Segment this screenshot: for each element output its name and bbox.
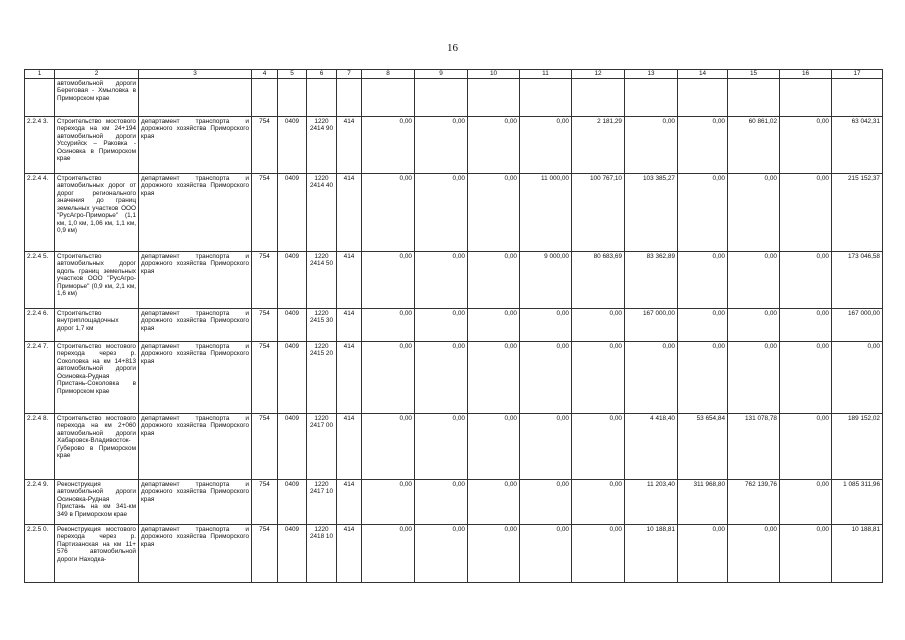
section-code-cell: 0409 xyxy=(278,308,307,341)
department-cell: департамент транспорта и дорожного хозяйства Приморского края xyxy=(139,173,252,251)
code-cell: 2.2.4 4. xyxy=(25,173,55,251)
name-cell: Реконструкция мостового перехода через р. Партизанская на км 11+ 576 автомобильной дороги Находка- xyxy=(55,524,139,582)
value-cell: 0,00 xyxy=(780,116,832,173)
value-cell: 0,00 xyxy=(415,173,468,251)
section-code-cell: 0409 xyxy=(278,173,307,251)
value-cell xyxy=(572,78,625,116)
total-cell: 189 152,02 xyxy=(832,413,883,479)
total-cell: 63 042,31 xyxy=(832,116,883,173)
ministry-code-cell: 754 xyxy=(252,116,278,173)
name-cell: Строительство автомобильных дорог от дорог регионального значения до границ земельных участков ООО "РусАгро-Приморье" (1,1 км, 1,0 км, 1,06 км, 1,1 км, 0,9 км) xyxy=(55,173,139,251)
expense-type-cell: 414 xyxy=(337,116,362,173)
column-header: 8 xyxy=(362,70,415,79)
code-cell: 2.2.4 3. xyxy=(25,116,55,173)
column-header: 11 xyxy=(520,70,572,79)
value-cell xyxy=(678,78,728,116)
code-cell: 2.2.4 6. xyxy=(25,308,55,341)
value-cell: 0,00 xyxy=(468,308,520,341)
target-article-cell: 1220 2418 10 xyxy=(307,524,337,582)
section-code-cell: 0409 xyxy=(278,479,307,524)
column-header: 2 xyxy=(55,70,139,79)
target-article-cell: 1220 2414 90 xyxy=(307,116,337,173)
total-cell: 167 000,00 xyxy=(832,308,883,341)
value-cell: 0,00 xyxy=(728,524,780,582)
code-cell: 2.2.4 8. xyxy=(25,413,55,479)
department-cell xyxy=(139,78,252,116)
target-article-cell: 1220 2415 30 xyxy=(307,308,337,341)
value-cell: 0,00 xyxy=(362,413,415,479)
value-cell: 0,00 xyxy=(362,173,415,251)
value-cell: 0,00 xyxy=(728,341,780,413)
target-article-cell: 1220 2414 40 xyxy=(307,173,337,251)
column-header: 5 xyxy=(278,70,307,79)
value-cell: 0,00 xyxy=(362,308,415,341)
ministry-code-cell: 754 xyxy=(252,413,278,479)
value-cell: 0,00 xyxy=(468,524,520,582)
section-code-cell: 0409 xyxy=(278,341,307,413)
total-cell: 173 046,58 xyxy=(832,251,883,308)
value-cell: 0,00 xyxy=(625,116,678,173)
budget-table xyxy=(24,69,883,583)
department-cell: департамент транспорта и дорожного хозяйства Приморского края xyxy=(139,251,252,308)
value-cell: 0,00 xyxy=(572,341,625,413)
value-cell: 0,00 xyxy=(572,413,625,479)
value-cell: 0,00 xyxy=(468,251,520,308)
value-cell: 167 000,00 xyxy=(625,308,678,341)
value-cell: 10 188,81 xyxy=(625,524,678,582)
value-cell: 311 968,80 xyxy=(678,479,728,524)
section-code-cell: 0409 xyxy=(278,413,307,479)
expense-type-cell: 414 xyxy=(337,173,362,251)
value-cell: 0,00 xyxy=(572,524,625,582)
value-cell: 0,00 xyxy=(678,341,728,413)
value-cell: 60 861,02 xyxy=(728,116,780,173)
name-cell: Строительство внутриплощадочных дорог 1,7 км xyxy=(55,308,139,341)
value-cell: 53 654,84 xyxy=(678,413,728,479)
page-number: 16 xyxy=(447,42,458,54)
value-cell: 0,00 xyxy=(780,479,832,524)
value-cell: 0,00 xyxy=(362,116,415,173)
table-row xyxy=(25,78,883,116)
value-cell: 0,00 xyxy=(468,116,520,173)
column-header: 17 xyxy=(832,70,883,79)
value-cell: 0,00 xyxy=(780,173,832,251)
total-cell: 10 188,81 xyxy=(832,524,883,582)
ministry-code-cell: 754 xyxy=(252,173,278,251)
value-cell: 11 203,40 xyxy=(625,479,678,524)
target-article-cell: 1220 2415 20 xyxy=(307,341,337,413)
header-row xyxy=(25,70,883,79)
value-cell: 0,00 xyxy=(468,413,520,479)
value-cell: 0,00 xyxy=(520,308,572,341)
value-cell: 0,00 xyxy=(415,116,468,173)
table-row xyxy=(25,413,883,479)
column-header: 12 xyxy=(572,70,625,79)
department-cell: департамент транспорта и дорожного хозяйства Приморского края xyxy=(139,308,252,341)
department-cell: департамент транспорта и дорожного хозяйства Приморского края xyxy=(139,341,252,413)
value-cell xyxy=(362,78,415,116)
total-cell: 215 152,37 xyxy=(832,173,883,251)
name-cell: Строительство автомобильных дорог вдоль границ земельных участков ООО "РусАгро-Приморье" (0,9 км, 2,1 км, 1,6 км) xyxy=(55,251,139,308)
value-cell: 100 767,10 xyxy=(572,173,625,251)
value-cell: 0,00 xyxy=(780,308,832,341)
value-cell: 0,00 xyxy=(362,479,415,524)
target-article-cell: 1220 2417 00 xyxy=(307,413,337,479)
value-cell: 0,00 xyxy=(678,173,728,251)
value-cell: 762 139,76 xyxy=(728,479,780,524)
value-cell: 0,00 xyxy=(728,173,780,251)
value-cell: 0,00 xyxy=(415,308,468,341)
value-cell: 0,00 xyxy=(728,251,780,308)
table-row xyxy=(25,116,883,173)
section-code-cell: 0409 xyxy=(278,251,307,308)
value-cell: 0,00 xyxy=(678,116,728,173)
name-cell: Строительство мостового перехода на км 24+194 автомобильной дороги Уссурийск – Раковка - Осиновка в Приморском крае xyxy=(55,116,139,173)
value-cell: 0,00 xyxy=(572,308,625,341)
value-cell: 0,00 xyxy=(468,341,520,413)
value-cell: 0,00 xyxy=(468,173,520,251)
expense-type-cell: 414 xyxy=(337,341,362,413)
value-cell: 0,00 xyxy=(678,251,728,308)
value-cell: 2 181,29 xyxy=(572,116,625,173)
value-cell: 0,00 xyxy=(780,413,832,479)
code-cell: 2.2.4 7. xyxy=(25,341,55,413)
column-header: 1 xyxy=(25,70,55,79)
value-cell: 0,00 xyxy=(415,479,468,524)
column-header: 6 xyxy=(307,70,337,79)
value-cell: 83 362,89 xyxy=(625,251,678,308)
value-cell: 9 000,00 xyxy=(520,251,572,308)
total-cell: 1 085 311,96 xyxy=(832,479,883,524)
value-cell: 0,00 xyxy=(625,341,678,413)
value-cell: 0,00 xyxy=(415,341,468,413)
target-article-cell xyxy=(307,78,337,116)
table-row xyxy=(25,173,883,251)
value-cell: 0,00 xyxy=(572,479,625,524)
value-cell xyxy=(520,78,572,116)
department-cell: департамент транспорта и дорожного хозяйства Приморского края xyxy=(139,524,252,582)
ministry-code-cell xyxy=(252,78,278,116)
target-article-cell: 1220 2414 50 xyxy=(307,251,337,308)
value-cell: 0,00 xyxy=(780,251,832,308)
value-cell: 0,00 xyxy=(520,341,572,413)
expense-type-cell: 414 xyxy=(337,413,362,479)
table-row xyxy=(25,251,883,308)
code-cell xyxy=(25,78,55,116)
ministry-code-cell: 754 xyxy=(252,479,278,524)
column-header: 3 xyxy=(139,70,252,79)
value-cell: 0,00 xyxy=(780,524,832,582)
value-cell: 0,00 xyxy=(520,479,572,524)
table-row xyxy=(25,524,883,582)
column-header: 15 xyxy=(728,70,780,79)
ministry-code-cell: 754 xyxy=(252,341,278,413)
department-cell: департамент транспорта и дорожного хозяйства Приморского края xyxy=(139,479,252,524)
column-header: 9 xyxy=(415,70,468,79)
value-cell: 0,00 xyxy=(728,308,780,341)
value-cell xyxy=(780,78,832,116)
value-cell: 0,00 xyxy=(780,341,832,413)
expense-type-cell: 414 xyxy=(337,308,362,341)
table-row xyxy=(25,479,883,524)
value-cell xyxy=(625,78,678,116)
value-cell: 0,00 xyxy=(678,524,728,582)
code-cell: 2.2.5 0. xyxy=(25,524,55,582)
value-cell: 11 000,00 xyxy=(520,173,572,251)
value-cell: 0,00 xyxy=(415,251,468,308)
column-header: 16 xyxy=(780,70,832,79)
value-cell: 0,00 xyxy=(362,251,415,308)
expense-type-cell: 414 xyxy=(337,479,362,524)
value-cell xyxy=(468,78,520,116)
section-code-cell: 0409 xyxy=(278,524,307,582)
value-cell xyxy=(415,78,468,116)
table-row xyxy=(25,308,883,341)
name-cell: Реконструкция автомобильной дороги Осиновка-Рудная Пристань на км 341-км 349 в Приморском крае xyxy=(55,479,139,524)
column-header: 7 xyxy=(337,70,362,79)
code-cell: 2.2.4 5. xyxy=(25,251,55,308)
name-cell: Строительство мостового перехода на км 2+060 автомобильной дороги Хабаровск-Владивосток-Губерово в Приморском крае xyxy=(55,413,139,479)
section-code-cell: 0409 xyxy=(278,116,307,173)
column-header: 14 xyxy=(678,70,728,79)
value-cell: 0,00 xyxy=(678,308,728,341)
value-cell: 0,00 xyxy=(468,479,520,524)
total-cell xyxy=(832,78,883,116)
column-header: 10 xyxy=(468,70,520,79)
value-cell: 0,00 xyxy=(415,413,468,479)
value-cell: 103 385,27 xyxy=(625,173,678,251)
value-cell: 80 683,69 xyxy=(572,251,625,308)
table-row xyxy=(25,341,883,413)
expense-type-cell: 414 xyxy=(337,251,362,308)
department-cell: департамент транспорта и дорожного хозяйства Приморского края xyxy=(139,116,252,173)
value-cell: 4 418,40 xyxy=(625,413,678,479)
total-cell: 0,00 xyxy=(832,341,883,413)
value-cell: 0,00 xyxy=(520,116,572,173)
value-cell: 0,00 xyxy=(362,524,415,582)
value-cell: 0,00 xyxy=(520,413,572,479)
expense-type-cell xyxy=(337,78,362,116)
value-cell: 0,00 xyxy=(362,341,415,413)
column-header: 13 xyxy=(625,70,678,79)
ministry-code-cell: 754 xyxy=(252,524,278,582)
name-cell: Строительство мостового перехода через р. Соколовка на км 14+813 автомобильной дороги Осиновка-Рудная Пристань-Соколовка в Приморском крае xyxy=(55,341,139,413)
ministry-code-cell: 754 xyxy=(252,251,278,308)
section-code-cell xyxy=(278,78,307,116)
value-cell: 0,00 xyxy=(520,524,572,582)
value-cell xyxy=(728,78,780,116)
target-article-cell: 1220 2417 10 xyxy=(307,479,337,524)
value-cell: 131 078,78 xyxy=(728,413,780,479)
name-cell: автомобильной дороги Береговая - Хмыловка в Приморском крае xyxy=(55,78,139,116)
ministry-code-cell: 754 xyxy=(252,308,278,341)
value-cell: 0,00 xyxy=(415,524,468,582)
department-cell: департамент транспорта и дорожного хозяйства Приморского края xyxy=(139,413,252,479)
column-header: 4 xyxy=(252,70,278,79)
code-cell: 2.2.4 9. xyxy=(25,479,55,524)
expense-type-cell: 414 xyxy=(337,524,362,582)
